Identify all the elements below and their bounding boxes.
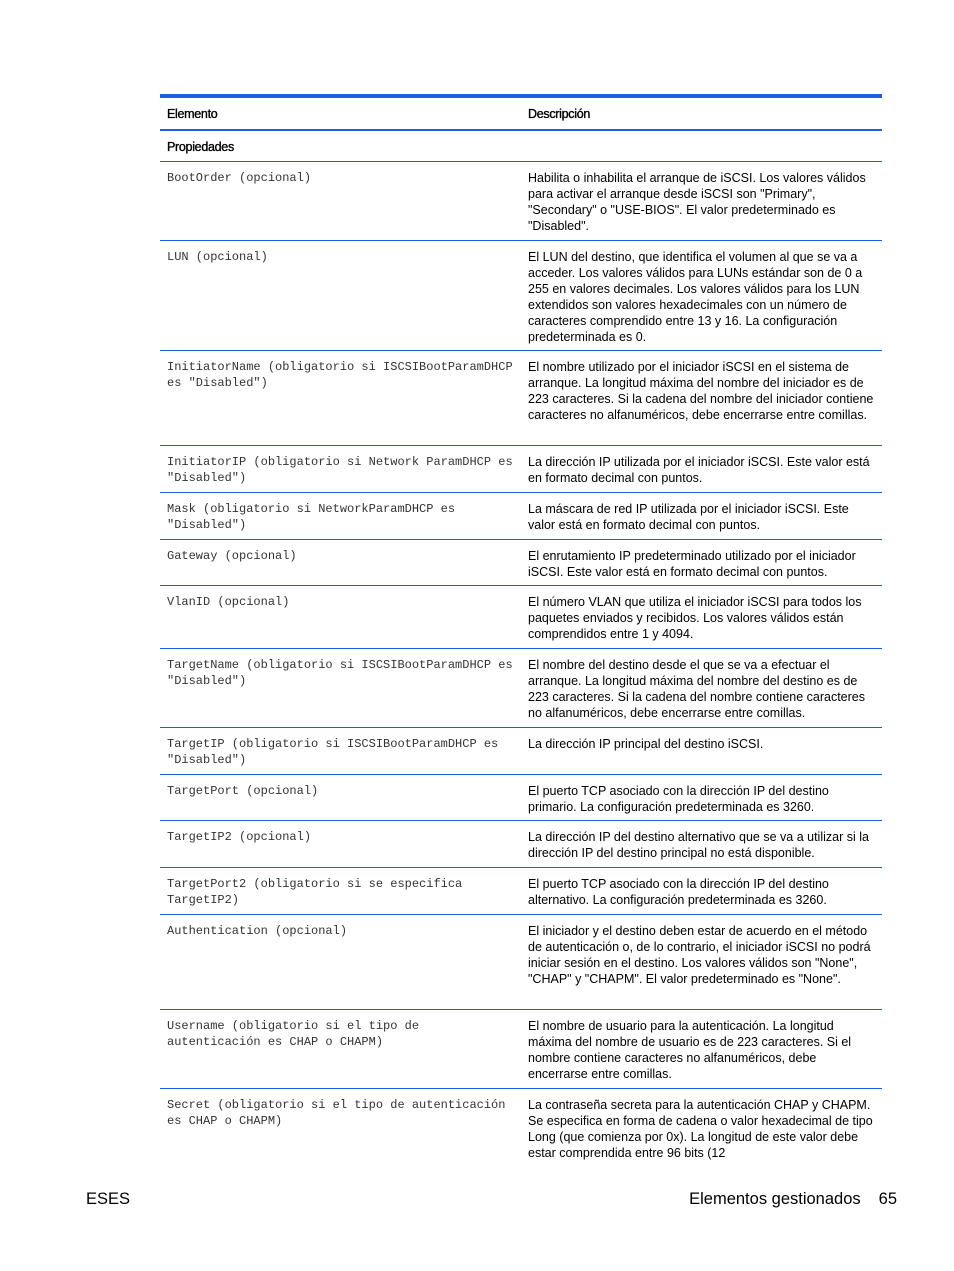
element-description: La dirección IP utilizada por el iniciador iSCSI. Este valor está en formato decimal con puntos. bbox=[528, 455, 870, 485]
element-description: El enrutamiento IP predeterminado utilizado por el iniciador iSCSI. Este valor está en formato decimal con puntos. bbox=[528, 549, 856, 579]
element-description: El puerto TCP asociado con la dirección IP del destino alternativo. La configuración predeterminada es 3260. bbox=[528, 877, 829, 907]
header-description: Descripción bbox=[528, 107, 591, 121]
element-name: TargetIP (obligatorio si ISCSIBootParamDHCP es "Disabled") bbox=[167, 737, 506, 767]
element-name: TargetIP2 (opcional) bbox=[167, 830, 312, 844]
element-description: La contraseña secreta para la autenticación CHAP y CHAPM. Se especifica en forma de cadena o valor hexadecimal de tipo Long (que comienza por 0x). La longitud de este valor debe estar comprendida entre 96 bits (12 bbox=[528, 1098, 873, 1160]
table-row bbox=[160, 915, 882, 1010]
element-description: La dirección IP principal del destino iSCSI. bbox=[528, 737, 764, 751]
table-row bbox=[160, 821, 882, 868]
footer-locale: ESES bbox=[86, 1190, 131, 1208]
table-row bbox=[160, 649, 882, 728]
table-row bbox=[160, 540, 882, 586]
element-name: TargetPort2 (obligatorio si se especifica TargetIP2) bbox=[167, 877, 470, 907]
table-header-row bbox=[160, 98, 882, 131]
table-row bbox=[160, 728, 882, 775]
element-name: TargetName (obligatorio si ISCSIBootParamDHCP es "Disabled") bbox=[167, 658, 520, 688]
footer-section-title: Elementos gestionados bbox=[689, 1190, 861, 1208]
table-row bbox=[160, 241, 882, 351]
table-row bbox=[160, 162, 882, 241]
page-number: 65 bbox=[878, 1190, 897, 1208]
element-description: El nombre de usuario para la autenticación. La longitud máxima del nombre de usuario es de 223 caracteres. Si el nombre contiene caracteres no alfanuméricos, debe encerrarse entre comillas. bbox=[528, 1019, 852, 1081]
table-row bbox=[160, 586, 882, 649]
section-label: Propiedades bbox=[167, 140, 234, 154]
table-row bbox=[160, 1089, 882, 1169]
properties-table bbox=[160, 94, 882, 1169]
element-description: El nombre utilizado por el iniciador iSCSI en el sistema de arranque. La longitud máxima del nombre del iniciador es de 223 caracteres. Si la cadena del nombre del iniciador contiene caracteres no alfanuméricos, debe encerrarse entre comillas. bbox=[528, 360, 874, 422]
element-name: Mask (obligatorio si NetworkParamDHCP es "Disabled") bbox=[167, 502, 463, 532]
table-row bbox=[160, 775, 882, 821]
footer-section bbox=[689, 1190, 897, 1209]
table-row bbox=[160, 1010, 882, 1089]
element-name: InitiatorName (obligatorio si ISCSIBootParamDHCP es "Disabled") bbox=[167, 360, 520, 390]
element-description: El iniciador y el destino deben estar de acuerdo en el método de autenticación o, de lo contrario, el iniciador iSCSI no podrá iniciar sesión en el destino. Los valores válidos son "None", "CHAP" y "CHAPM". El valor predeterminado es "None". bbox=[528, 924, 871, 986]
table-row bbox=[160, 446, 882, 493]
table-row bbox=[160, 868, 882, 915]
element-name: LUN (opcional) bbox=[167, 250, 268, 264]
element-name: TargetPort (opcional) bbox=[167, 784, 319, 798]
table-row bbox=[160, 493, 882, 540]
element-name: Secret (obligatorio si el tipo de autenticación es CHAP o CHAPM) bbox=[167, 1098, 513, 1128]
table-row bbox=[160, 351, 882, 446]
element-name: InitiatorIP (obligatorio si Network ParamDHCP es "Disabled") bbox=[167, 455, 520, 485]
element-description: La dirección IP del destino alternativo que se va a utilizar si la dirección IP del destino principal no está disponible. bbox=[528, 830, 869, 860]
element-name: BootOrder (opcional) bbox=[167, 171, 312, 185]
table-body bbox=[160, 162, 882, 1169]
element-description: El número VLAN que utiliza el iniciador iSCSI para todos los paquetes enviados y recibidos. Los valores válidos están comprendidos entre 1 y 4094. bbox=[528, 595, 862, 641]
element-description: Habilita o inhabilita el arranque de iSCSI. Los valores válidos para activar el arranque desde iSCSI son "Primary", "Secondary" o "USE-BIOS". El valor predeterminado es "Disabled". bbox=[528, 171, 866, 233]
header-element: Elemento bbox=[167, 107, 218, 121]
element-name: Authentication (opcional) bbox=[167, 924, 348, 938]
element-name: Username (obligatorio si el tipo de autenticación es CHAP o CHAPM) bbox=[167, 1019, 427, 1049]
element-description: El LUN del destino, que identifica el volumen al que se va a acceder. Los valores válidos para LUNs estándar son de 0 a 255 en valores decimales. Los valores válidos para los LUN extendidos son valores hexadecimales con un número de caracteres comprendido entre 13 y 16. La configuración predeterminada es 0. bbox=[528, 250, 863, 344]
section-row bbox=[160, 131, 882, 162]
element-name: VlanID (opcional) bbox=[167, 595, 290, 609]
element-description: La máscara de red IP utilizada por el iniciador iSCSI. Este valor está en formato decimal con puntos. bbox=[528, 502, 849, 532]
element-description: El puerto TCP asociado con la dirección IP del destino primario. La configuración predeterminada es 3260. bbox=[528, 784, 829, 814]
element-name: Gateway (opcional) bbox=[167, 549, 297, 563]
element-description: El nombre del destino desde el que se va a efectuar el arranque. La longitud máxima del nombre del destino es de 223 caracteres. Si la cadena del nombre contiene caracteres no alfanuméricos, debe encerrarse entre comillas. bbox=[528, 658, 865, 720]
